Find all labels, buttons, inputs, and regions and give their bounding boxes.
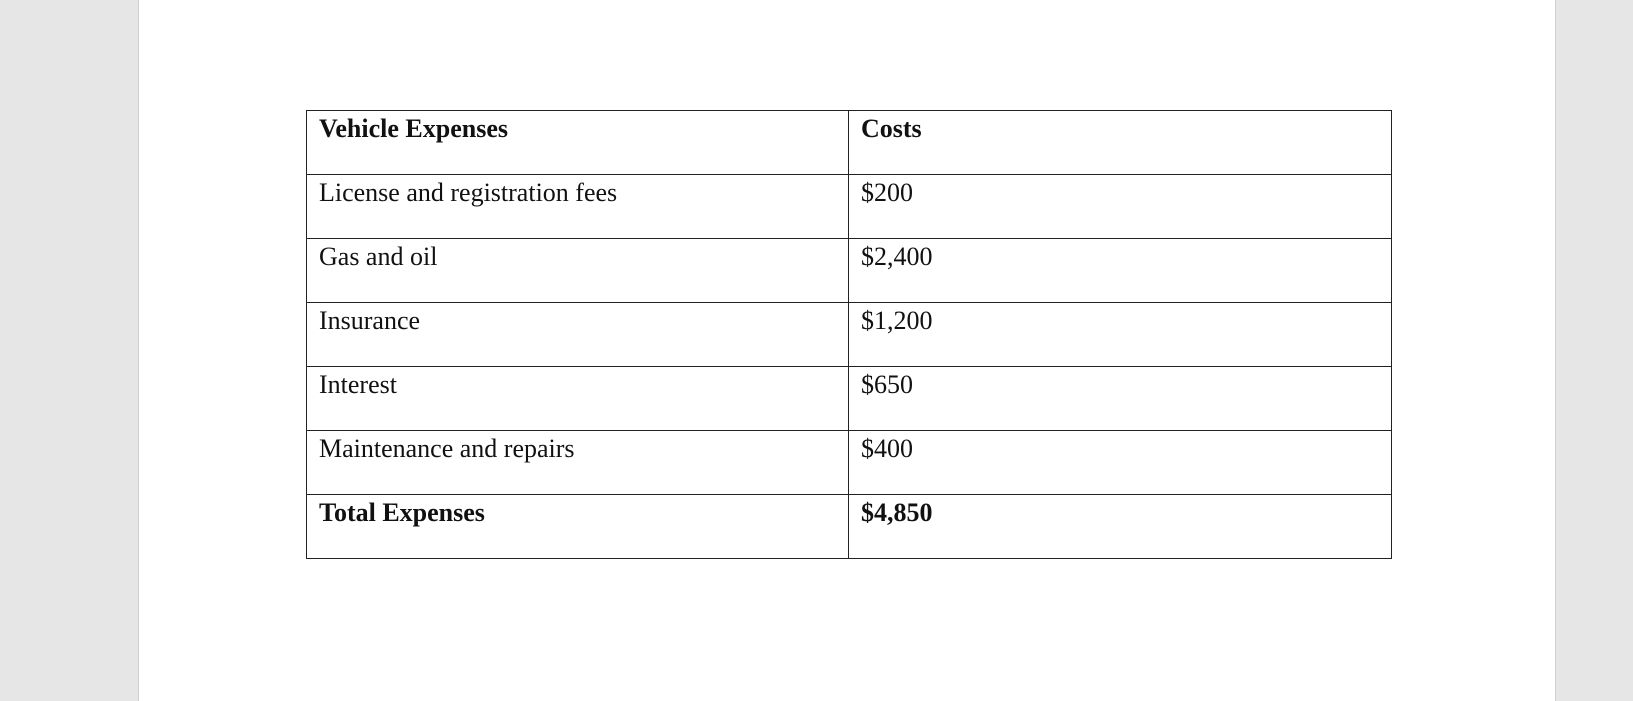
table-header-row <box>307 111 1392 175</box>
cost-cell[interactable] <box>849 431 1392 495</box>
total-cost-cell[interactable] <box>849 495 1392 559</box>
item-text: Insurance <box>319 306 421 335</box>
header-cost-text: Costs <box>861 114 922 143</box>
item-text: Gas and oil <box>319 242 438 271</box>
header-cell-item[interactable] <box>307 111 849 175</box>
cost-cell[interactable] <box>849 303 1392 367</box>
header-item-text: Vehicle Expenses <box>319 114 508 143</box>
cost-text: $400 <box>861 434 913 463</box>
cost-cell[interactable] <box>849 367 1392 431</box>
table-total-row <box>307 495 1392 559</box>
item-text: Maintenance and repairs <box>319 434 575 463</box>
cost-text: $2,400 <box>861 242 933 271</box>
table-row <box>307 303 1392 367</box>
table-row <box>307 239 1392 303</box>
table-row <box>307 431 1392 495</box>
table-row <box>307 367 1392 431</box>
item-cell[interactable] <box>307 303 849 367</box>
cost-text: $200 <box>861 178 913 207</box>
item-text: License and registration fees <box>319 178 618 207</box>
cost-cell[interactable] <box>849 239 1392 303</box>
expenses-table <box>306 110 1392 559</box>
total-cost-text: $4,850 <box>861 498 933 527</box>
item-cell[interactable] <box>307 431 849 495</box>
table-row <box>307 175 1392 239</box>
cost-text: $650 <box>861 370 913 399</box>
item-cell[interactable] <box>307 239 849 303</box>
total-label-text: Total Expenses <box>319 498 485 527</box>
item-cell[interactable] <box>307 175 849 239</box>
header-cell-cost[interactable] <box>849 111 1392 175</box>
cost-text: $1,200 <box>861 306 933 335</box>
cost-cell[interactable] <box>849 175 1392 239</box>
total-label-cell[interactable] <box>307 495 849 559</box>
document-page <box>138 0 1556 701</box>
item-text: Interest <box>319 370 397 399</box>
item-cell[interactable] <box>307 367 849 431</box>
